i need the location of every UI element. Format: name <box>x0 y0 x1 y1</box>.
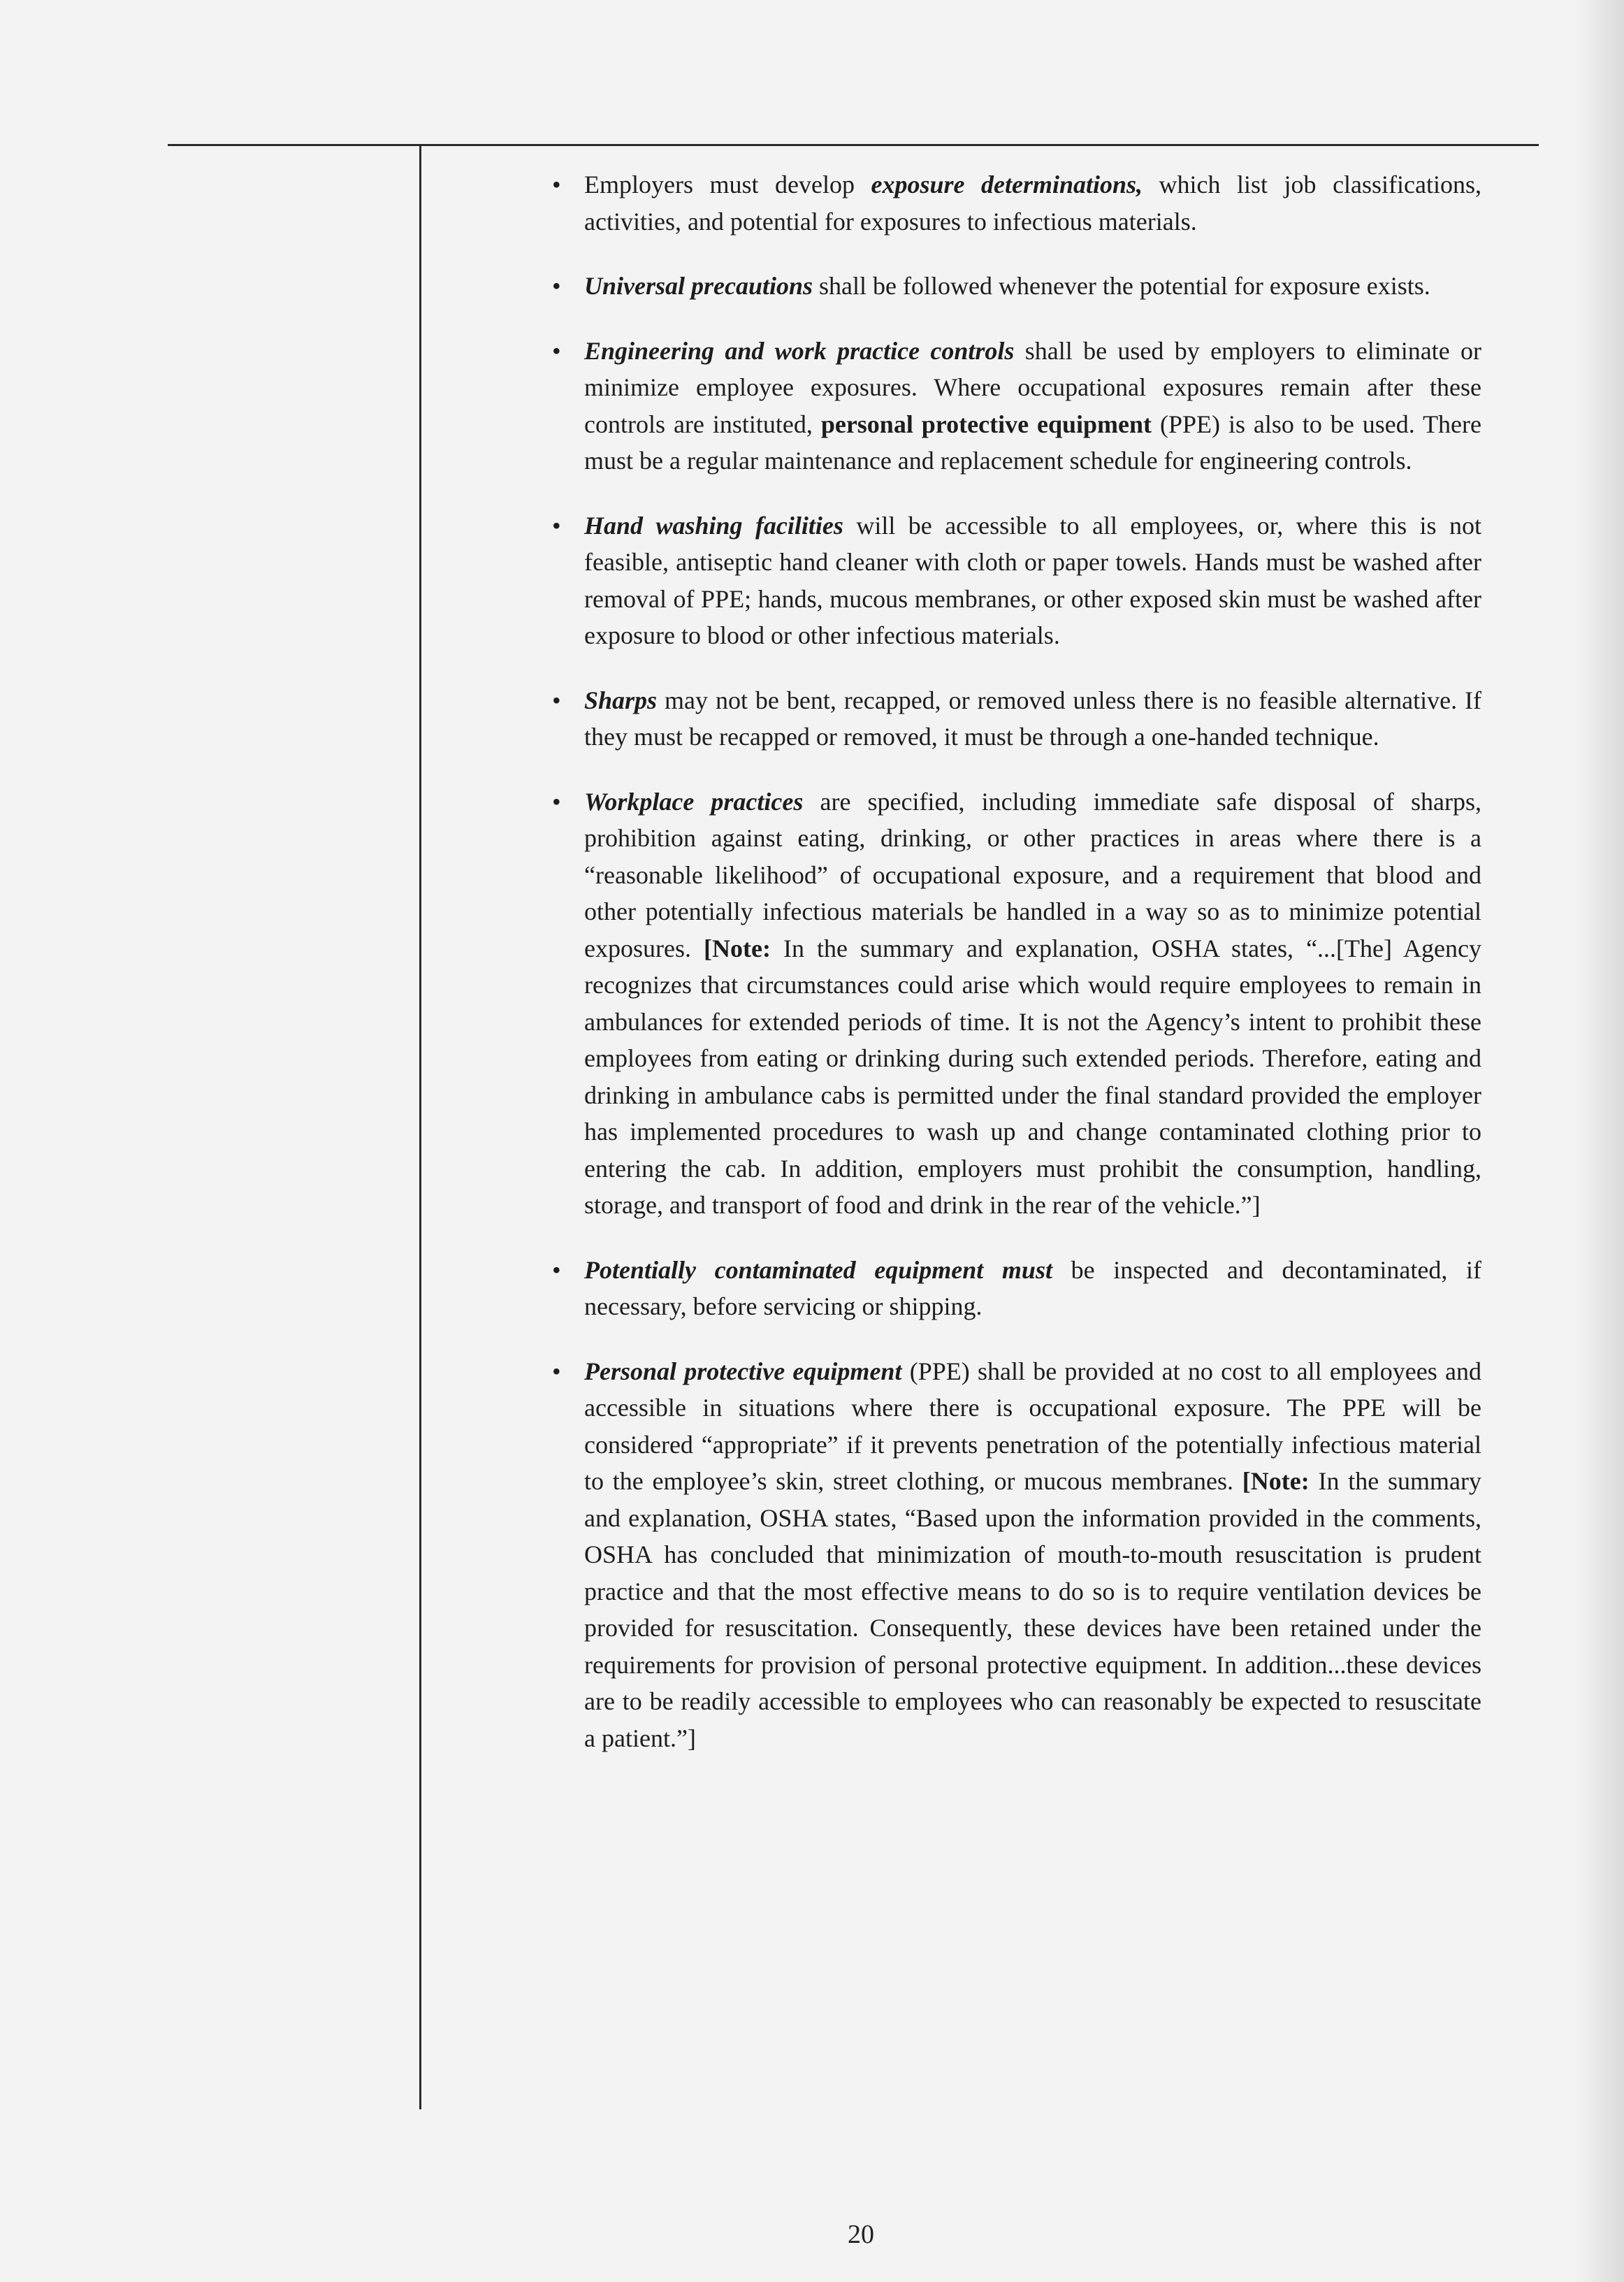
page-edge-shadow <box>1575 0 1624 2282</box>
item-text: which list job classifications, activities, and potential for exposures to infectious materials. <box>584 171 1482 236</box>
margin-rule <box>419 144 421 2109</box>
requirements-list <box>552 166 1481 1784</box>
item-text: shall be used by employers to eliminate or minimize employee exposures. Where occupational exposures remain after these controls are instituted, <box>584 336 1481 438</box>
list-item-workplace-practices <box>552 783 1481 1224</box>
bullet-icon: • <box>552 1255 561 1284</box>
item-text: (PPE) is also to be used. There must be a regular maintenance and replacement schedule for engineering controls. <box>584 410 1482 475</box>
bullet-icon: • <box>552 1357 561 1385</box>
list-item-universal-precautions <box>552 268 1481 305</box>
bullet-icon: • <box>552 171 561 198</box>
bullet-icon: • <box>552 686 561 714</box>
item-text: (PPE) shall be provided at no cost to all employees and accessible in situations where there is occupational exposure. The PPE will be considered “appropriate” if it prevents penetration of the potentially infectious material to the employee’s skin, street clothing, or mucous membranes. <box>584 1357 1481 1495</box>
list-item-sharps <box>552 682 1481 756</box>
item-term: Engineering and work practice controls <box>584 336 1015 365</box>
bullet-icon: • <box>552 787 561 816</box>
item-text: be inspected and decontaminated, if necessary, before servicing or shipping. <box>584 1255 1481 1320</box>
list-item-personal-protective-equipment <box>552 1353 1481 1757</box>
list-item-hand-washing-facilities <box>552 507 1481 654</box>
item-text: shall be followed whenever the potential for exposure exists. <box>813 272 1430 300</box>
item-strong-text: personal protective equipment <box>820 410 1152 438</box>
list-item-engineering-controls <box>552 333 1481 479</box>
item-text: are specified, including immediate safe disposal of sharps, prohibition against eating, drinking, or other practices in areas where there is a “reasonable likelihood” of occupational exposure, and a requirement that blood and other potentially infectious materials be handled in a way so as to minimize potential exposures. <box>584 787 1481 962</box>
item-strong-text: [Note: <box>704 934 771 962</box>
bullet-icon: • <box>552 511 561 540</box>
item-text: Employers must develop <box>584 171 871 198</box>
list-item-exposure-determinations <box>552 166 1481 240</box>
item-text: may not be bent, recapped, or removed unless there is no feasible alternative. If they must be recapped or removed, it must be through a one-handed technique. <box>584 686 1481 751</box>
page-number: 20 <box>848 2220 874 2249</box>
item-text: will be accessible to all employees, or, where this is not feasible, antiseptic hand cleaner with cloth or paper towels. Hands must be washed after removal of PPE; hands, mucous membranes, or other exposed skin must be washed after exposure to blood or other infectious materials. <box>584 511 1481 649</box>
item-term: Sharps <box>584 686 658 714</box>
item-term: Workplace practices <box>584 787 804 816</box>
item-term: Potentially contaminated equipment must <box>584 1255 1052 1284</box>
item-term: Personal protective equipment <box>584 1357 902 1385</box>
bullet-icon: • <box>552 336 561 365</box>
item-strong-text: [Note: <box>1242 1467 1310 1495</box>
item-term: Universal precautions <box>584 272 813 300</box>
item-term: Hand washing facilities <box>584 511 843 540</box>
item-text: In the summary and explanation, OSHA states, “Based upon the information provided in the comments, OSHA has concluded that minimization of mouth-to-mouth resuscitation is prudent practice and that the most effective means to do so is to require ventilation devices be provided for resuscitation. Consequently, these devices have been retained under the requirements for provision of personal protective equipment. In addition...these devices are to be readily accessible to employees who can reasonably be expected to resuscitate a patient.”] <box>584 1467 1481 1752</box>
list-item-contaminated-equipment <box>552 1252 1481 1325</box>
item-text: In the summary and explanation, OSHA states, “...[The] Agency recognizes that circumstances could arise which would require employees to remain in ambulances for extended periods of time. It is not the Agency’s intent to prohibit these employees from eating or drinking during such extended periods. Therefore, eating and drinking in ambulance cabs is permitted under the final standard provided the employer has implemented procedures to wash up and change contaminated clothing prior to entering the cab. In addition, employers must prohibit the consumption, handling, storage, and transport of food and drink in the rear of the vehicle.”] <box>584 934 1481 1219</box>
bullet-icon: • <box>552 272 561 300</box>
item-term: exposure determinations, <box>871 171 1143 198</box>
top-rule <box>168 144 1539 146</box>
